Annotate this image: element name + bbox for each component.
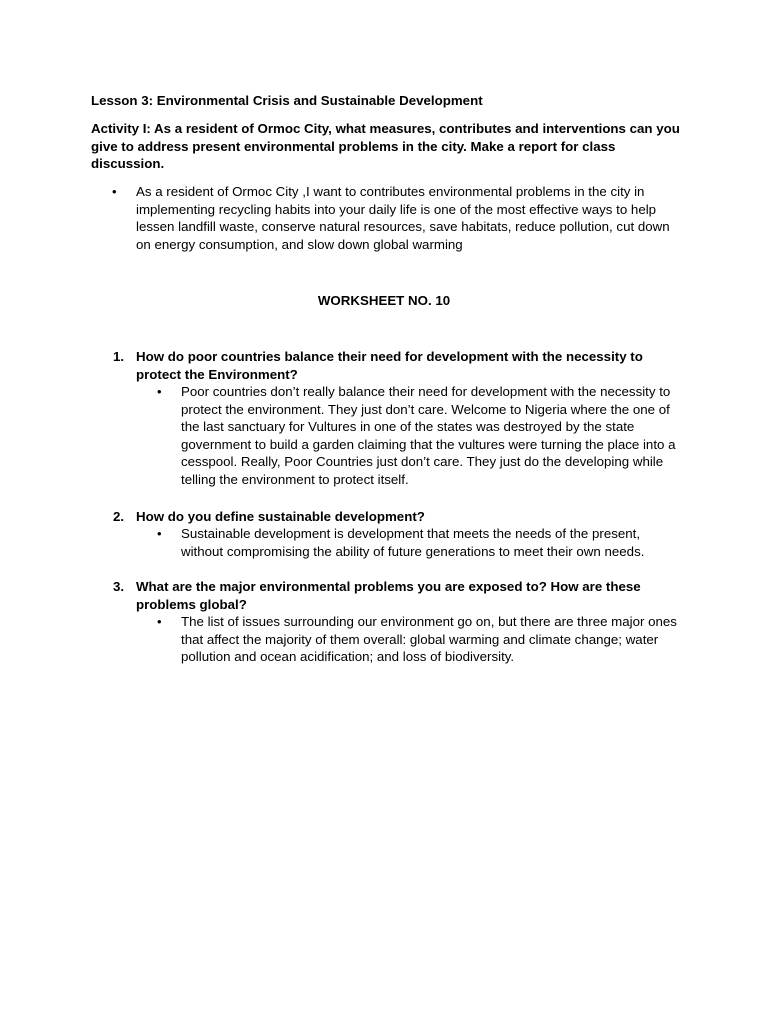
bullet-icon: • bbox=[112, 184, 117, 199]
bullet-icon: • bbox=[157, 526, 162, 541]
answer-text: Sustainable development is development that meets the needs of the present, without compromising the ability of future generations to meet their own needs. bbox=[181, 526, 645, 559]
activity-answer-text: As a resident of Ormoc City ,I want to contributes environmental problems in the city in implementing recycling habits into your daily life is one of the most effective ways to help lessen landfill waste, conserve natural resources, save habitats, reduce pollution, cut down on energy consumption, and slow down global warming bbox=[136, 184, 670, 252]
lesson-title: Lesson 3: Environmental Crisis and Sustainable Development bbox=[91, 93, 483, 108]
question-number: 3. bbox=[113, 579, 125, 594]
question-text: How do you define sustainable development? bbox=[136, 509, 425, 524]
answer-text: Poor countries don’t really balance their need for development with the necessity to protect the environment. They just don’t care. Welcome to Nigeria where the one of the last sanctuary for Vultures in one of the states was destroyed by the state government to build a garden claiming that the vultures were turning the place into a cesspool. Really, Poor Countries just don’t care. They just do the developing while telling the environment to protect itself. bbox=[181, 384, 676, 487]
question-text: What are the major environmental problems you are exposed to? How are these problems global? bbox=[136, 579, 641, 612]
question-text: How do poor countries balance their need for development with the necessity to protect the Environment? bbox=[136, 349, 643, 382]
bullet-icon: • bbox=[157, 384, 162, 399]
worksheet-title: WORKSHEET NO. 10 bbox=[317, 293, 451, 308]
question-number: 2. bbox=[113, 509, 125, 524]
bullet-icon: • bbox=[157, 614, 162, 629]
activity-prompt: Activity I: As a resident of Ormoc City, what measures, contributes and interventions can you give to address present environmental problems in the city. Make a report for class discussion. bbox=[91, 121, 680, 172]
question-number: 1. bbox=[113, 349, 125, 364]
answer-text: The list of issues surrounding our environment go on, but there are three major ones that affect the majority of them overall: global warming and climate change; water pollution and ocean acidification; and loss of biodiversity. bbox=[181, 614, 677, 665]
